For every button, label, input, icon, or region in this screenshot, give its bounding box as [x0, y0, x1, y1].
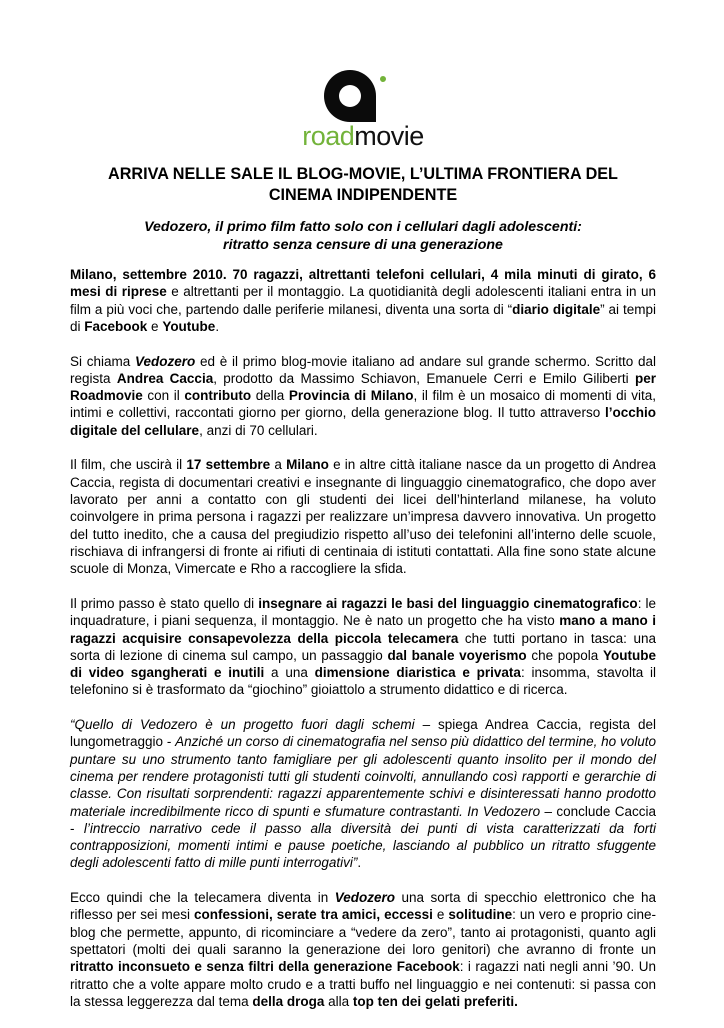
headline-line-1: ARRIVA NELLE SALE IL BLOG-MOVIE, L’ULTIMA FRONTIERA DEL [108, 165, 618, 183]
p5-attrib-2: – conclude Caccia - [70, 803, 656, 836]
p4-text-6: : insomma, stavolta il telefonino si è trasformato da “giochino” gioiattolo a strumento didattico e di ricerca. [70, 665, 656, 698]
p4-voyerismo: dal banale voyerismo [387, 647, 527, 663]
p1-text-2: ” ai tempi di [70, 301, 656, 334]
p4-dimensione: dimensione diaristica e privata [314, 665, 521, 681]
logo-wordmark [70, 122, 656, 150]
p2-roadmovie: per Roadmovie [70, 370, 656, 404]
p6-text-4: : un vero e proprio cine-blog che permette, appunto, di ricominciare a “vedere da zero”, tanto ai protagonisti, quanto agli spettatori (molti dei quali saranno la generazione dei loro genitori) che avranno di fronte un [70, 907, 656, 958]
subheadline-line-2: ritratto senza censure di una generazione [223, 237, 503, 253]
paragraph-6 [70, 889, 656, 1010]
p6-solitudine: solitudine [448, 907, 513, 923]
p1-diario: diario digitale [512, 301, 601, 317]
p4-mano: mano a mano i ragazzi acquisire consapevolezza della piccola telecamera [70, 613, 656, 646]
p5-quote-2: Anziché un corso di cinematografia nel senso più didattico del termine, ho voluto puntare su uno strumento tanto famigliare per gli adolescenti quanto insolito per il mondo del cinema per rendere protagonisti tutti gli studenti coinvolti, annullando così rapporti e gerarchie di classe. Con risultati sorprendenti: ragazzi apparentemente schivi e disinteressati hanno prodotto materiale incredibilmente ricco di spunti e sfumature contrastanti. In Vedozero [70, 734, 656, 819]
paragraph-3 [70, 456, 656, 577]
roadmovie-logo [70, 64, 656, 150]
p3-milano: Milano [286, 457, 329, 473]
p5-end: . [357, 855, 362, 871]
logo-word-movie: movie [354, 121, 424, 151]
headline [70, 164, 656, 206]
p5-quote-1: “Quello di Vedozero è un progetto fuori dagli schemi [70, 717, 415, 733]
p1-youtube: Youtube [162, 318, 216, 334]
paragraph-2 [70, 353, 656, 439]
roadmovie-logo-mark-icon [323, 64, 403, 124]
p2-vedozero: Vedozero [135, 353, 196, 369]
p6-text-1: Ecco quindi che la telecamera diventa in [70, 890, 335, 906]
p6-vedozero: Vedozero [334, 890, 395, 906]
p6-droga: della droga [252, 993, 325, 1009]
p4-text-5: a una [264, 665, 315, 681]
p5-quote-3: l’intreccio narrativo cede il passo alla diversità dei punti di vista caratterizzati da forti contrapposizioni, momenti intimi e pause poetiche, lasciando al pubblico un ritratto sfuggente degli adolescenti fatto di mille punti interrogativi” [70, 820, 657, 871]
p4-text-3: che tutti portano in tasca: una sorta di lezione di cinema sul campo, un passaggio [70, 630, 656, 663]
p6-ritratto: ritratto inconsueto e senza filtri della generazione Facebook [70, 959, 460, 975]
p2-text-6: , il film è un mosaico di momenti di vita, intimi e collettivi, raccontati giorno per giorno, della generazione blog. Il tutto attraverso [70, 388, 656, 421]
p3-date: 17 settembre [186, 457, 271, 473]
p3-text-2: a [270, 457, 287, 473]
p1-and: e [147, 318, 163, 334]
p1-lead: Milano, settembre 2010. 70 ragazzi, altrettanti telefoni cellulari, 4 mila minuti di girato, 6 mesi di riprese [70, 267, 656, 300]
p1-facebook: Facebook [84, 318, 148, 334]
p3-text-3: e in altre città italiane nasce da un progetto di Andrea Caccia, regista di documentari creativi e insegnante di linguaggio cinematografico, che dopo aver lavorato per anni a contatto con gli studenti dei licei dell’hinterland milanese, ha voluto coinvolgere in prima persona i ragazzi per realizzare un’impresa davvero innovativa. Un progetto del tutto inedito, che a causa del pregiudizio rispetto all’uso dei telefonini all’interno delle scuole, rischiava di infrangersi di fronte ai rifiuti di centinaia di istituti contattati. Alla fine sono state alcune scuole di Monza, Vimercate e Rho a raccogliere la sfida. [70, 457, 656, 577]
p2-text-5: della [251, 388, 289, 404]
subheadline [70, 218, 656, 254]
p2-text-3: , prodotto da Massimo Schiavon, Emanuele Cerri e Emilo Giliberti [213, 370, 635, 386]
p2-occhio: l’occhio digitale del cellulare [70, 405, 656, 438]
p4-text-4: che popola [526, 647, 603, 663]
article-body [70, 266, 656, 1028]
paragraph-1 [70, 266, 656, 335]
p1-end: . [215, 318, 220, 334]
paragraph-4 [70, 595, 656, 699]
logo-word-road: road [302, 121, 355, 151]
p6-confessioni: confessioni, serate tra amici, eccessi [194, 907, 433, 923]
p2-provincia: Provincia di Milano [288, 388, 414, 404]
p4-youtube: Youtube di video sgangherati e inutili [70, 647, 656, 681]
p6-text-5: : i ragazzi nati negli anni ’90. Un ritratto che a volte appare molto crudo e a tratti buffo nel linguaggio e nei contenuti: si passa con la stessa leggerezza dal tema [70, 959, 656, 1009]
p4-text-1: Il primo passo è stato quello di [70, 595, 259, 611]
p4-text-2: : le inquadrature, i piani sequenza, il montaggio. Ne è nato un progetto che ha visto [70, 595, 656, 629]
p4-insegnare: insegnare ai ragazzi le basi del linguaggio cinematografico [258, 595, 638, 611]
p2-director: Andrea Caccia [116, 370, 214, 386]
p2-text-1: Si chiama [70, 353, 135, 369]
p1-text: e altrettanti per il montaggio. La quotidianità degli adolescenti italiani entra in un film a più voci che, partendo dalle periferie milanesi, diventa una sorta di “ [70, 284, 656, 317]
p6-text-6: alla [324, 993, 353, 1009]
p6-text-3: e [432, 907, 449, 923]
paragraph-5-quote [70, 716, 656, 872]
p2-text-2: ed è il primo blog-movie italiano ad andare sul grande schermo. Scritto dal regista [70, 353, 656, 386]
p3-text-1: Il film, che uscirà il [70, 457, 187, 473]
p6-text-2: una sorta di specchio elettronico che ha riflesso per sei mesi [70, 890, 656, 923]
p5-attrib-1: – spiega Andrea Caccia, regista del lungometraggio - [70, 717, 656, 750]
p2-text-4: con il [142, 388, 185, 404]
p2-contributo: contributo [184, 388, 252, 404]
p2-text-7: , anzi di 70 cellulari. [199, 422, 318, 438]
headline-line-2: CINEMA INDIPENDENTE [268, 186, 458, 204]
p6-gelati: top ten dei gelati preferiti. [352, 993, 518, 1009]
subheadline-line-1: Vedozero, il primo film fatto solo con i cellulari dagli adolescenti: [144, 219, 582, 235]
